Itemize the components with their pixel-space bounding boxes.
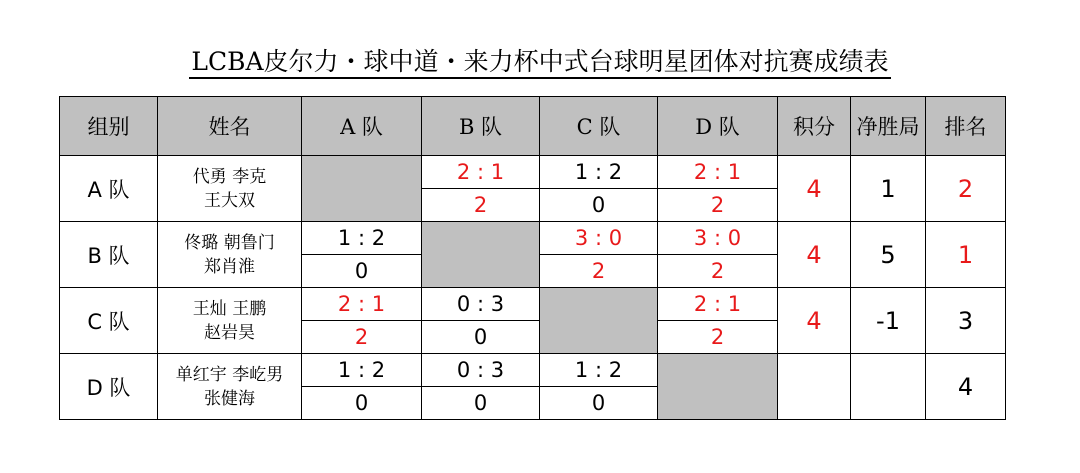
header-points: 积分 [778,97,851,156]
match-points: 0 [540,387,658,420]
header-team-c: C 队 [540,97,658,156]
match-points: 2 [422,189,540,222]
title-text: LCBA皮尔力・球中道・来力杯中式台球明星团体对抗赛成绩表 [189,47,890,79]
match-score: 0 : 3 [422,354,540,387]
table-row [60,156,1006,189]
header-group: 组别 [60,97,158,156]
points-cell: 4 [778,288,851,354]
group-cell: A 队 [60,156,158,222]
header-name: 姓名 [158,97,302,156]
header-team-d: D 队 [658,97,778,156]
player-line: 王灿 王鹏 [192,298,267,319]
self-match-cell [422,222,540,288]
rank-cell: 4 [926,354,1006,420]
table-row [60,354,1006,387]
table-row [60,222,1006,255]
net-wins-cell: -1 [851,288,926,354]
match-score: 3 : 0 [540,222,658,255]
group-cell: B 队 [60,222,158,288]
player-line: 代勇 李克 [192,166,267,187]
net-wins-cell [851,354,926,420]
points-cell [778,354,851,420]
header-team-a: A 队 [302,97,422,156]
net-wins-cell: 1 [851,156,926,222]
match-points: 0 [422,321,540,354]
match-score: 0 : 3 [422,288,540,321]
results-table [59,96,1006,420]
match-points: 0 [422,387,540,420]
match-score: 2 : 1 [658,156,778,189]
names-cell [158,222,302,288]
match-points: 2 [658,321,778,354]
rank-cell: 3 [926,288,1006,354]
rank-cell: 2 [926,156,1006,222]
group-cell: C 队 [60,288,158,354]
match-score: 1 : 2 [302,222,422,255]
header-rank: 排名 [926,97,1006,156]
match-score: 2 : 1 [422,156,540,189]
self-match-cell [540,288,658,354]
player-line: 佟璐 朝鲁门 [184,232,275,253]
match-points: 0 [302,387,422,420]
player-line: 张健海 [204,388,255,409]
header-team-b: B 队 [422,97,540,156]
self-match-cell [658,354,778,420]
match-points: 2 [658,189,778,222]
player-line: 单红宇 李屹男 [175,364,284,385]
points-cell: 4 [778,222,851,288]
net-wins-cell: 5 [851,222,926,288]
names-cell [158,354,302,420]
match-score: 1 : 2 [302,354,422,387]
player-line: 王大双 [204,190,255,211]
header-row [60,97,1006,156]
page-title [0,44,1080,80]
match-score: 2 : 1 [302,288,422,321]
match-points: 0 [302,255,422,288]
match-score: 1 : 2 [540,354,658,387]
player-line: 郑肖淮 [204,256,255,277]
match-points: 0 [540,189,658,222]
match-points: 2 [302,321,422,354]
player-line: 赵岩昊 [204,322,255,343]
match-score: 3 : 0 [658,222,778,255]
match-points: 2 [540,255,658,288]
names-cell [158,288,302,354]
points-cell: 4 [778,156,851,222]
names-cell [158,156,302,222]
rank-cell: 1 [926,222,1006,288]
match-score: 2 : 1 [658,288,778,321]
self-match-cell [302,156,422,222]
header-net-wins: 净胜局 [851,97,926,156]
match-points: 2 [658,255,778,288]
group-cell: D 队 [60,354,158,420]
match-score: 1 : 2 [540,156,658,189]
table-row [60,288,1006,321]
